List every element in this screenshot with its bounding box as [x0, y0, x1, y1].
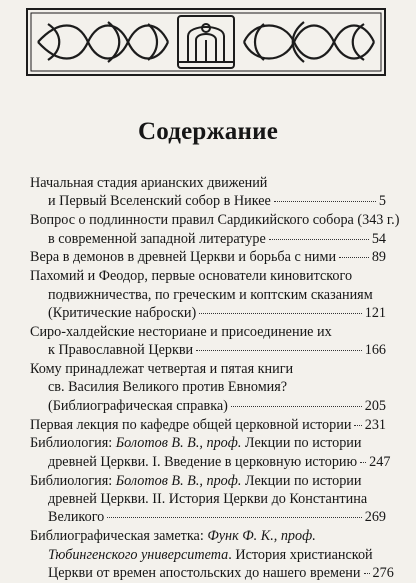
toc-entry-title: Вера в демонов в древней Церкви и борьба с ними: [30, 249, 337, 266]
toc-entry-title: к Православной Церкви: [48, 342, 194, 359]
toc-entry[interactable]: [30, 434, 391, 471]
dot-leader: [364, 573, 370, 574]
dot-leader: [274, 201, 376, 202]
toc-entry-title: в современной западной литературе: [48, 230, 266, 247]
toc-entry-title: Библиографическая заметка:: [30, 528, 208, 545]
toc-entry-title: Кому принадлежат четвертая и пятая книги: [30, 361, 294, 378]
toc-entry-title: древней Церкви. I. Введение в церковную историю: [48, 453, 358, 470]
toc-entry[interactable]: [30, 360, 386, 415]
toc-entry-title: Библиология:: [30, 435, 116, 452]
toc-entry[interactable]: [30, 472, 386, 527]
toc-page-number: 89: [371, 249, 386, 266]
toc-entry-title: Вопрос о подлинности правил Сардикийского собора (343 г.): [30, 212, 400, 229]
toc-entry[interactable]: [30, 527, 394, 582]
toc-page-number: 276: [372, 565, 394, 582]
toc-entry[interactable]: [30, 248, 386, 266]
dot-leader: [231, 406, 362, 407]
header-ornament: [26, 8, 386, 76]
toc-entry-title: Начальная стадия арианских движений: [30, 175, 268, 191]
table-of-contents: [30, 174, 400, 583]
toc-page-number: 166: [364, 342, 386, 359]
toc-entry-title: (Критические наброски): [48, 305, 197, 322]
toc-entry-title: Великого: [48, 509, 105, 526]
toc-entry-title: и Первый Вселенский собор в Никее: [48, 193, 271, 210]
toc-entry-title: Пахомий и Феодор, первые основатели киновитского: [30, 268, 353, 285]
toc-entry-title: Сиро-халдейские несториане и присоединение их: [30, 323, 332, 340]
toc-entry[interactable]: [30, 174, 386, 211]
toc-entry-author: Болотов В. В., проф.: [115, 472, 242, 489]
dot-leader: [196, 350, 362, 351]
toc-page-number: 54: [371, 230, 386, 247]
dot-leader: [269, 239, 369, 240]
toc-entry-title: (Библиографическая справка): [48, 397, 228, 414]
toc-entry-title: Лекции по истории: [241, 472, 362, 489]
toc-entry-author: Болотов В. В., проф.: [115, 435, 242, 452]
dot-leader: [107, 517, 361, 518]
dot-leader: [339, 257, 369, 258]
toc-entry[interactable]: [30, 211, 400, 248]
toc-entry-title: Церкви от времен апостольских до нашего времени: [48, 565, 361, 582]
ornament-pattern-icon: [28, 10, 384, 74]
toc-entry-title: древней Церкви. II. История Церкви до Константина: [48, 491, 368, 508]
toc-entry-title: подвижничества, по греческим и коптским сказаниям: [48, 286, 373, 303]
toc-entry-author: Функ Ф. К., проф.: [207, 528, 316, 545]
toc-entry-title: св. Василия Великого против Евномия?: [48, 379, 288, 396]
toc-page-number: 205: [364, 397, 386, 414]
dot-leader: [354, 425, 361, 426]
page-title: Содержание: [137, 118, 278, 145]
toc-entry-title: . История христианской: [228, 546, 373, 563]
toc-page-number: 5: [378, 193, 386, 210]
toc-entry-author: Тюбингенского университета: [48, 546, 229, 563]
toc-page-number: 269: [364, 509, 386, 526]
toc-entry-title: Первая лекция по кафедре общей церковной истории: [30, 416, 352, 433]
toc-entry-title: Лекции по истории: [241, 435, 362, 452]
toc-page-number: 231: [364, 416, 386, 433]
toc-entry[interactable]: [30, 267, 386, 322]
dot-leader: [360, 462, 366, 463]
toc-page-number: 121: [364, 305, 386, 322]
dot-leader: [199, 313, 361, 314]
toc-entry[interactable]: [30, 323, 386, 360]
toc-page-number: 247: [369, 453, 391, 470]
toc-entry-title: Библиология:: [30, 472, 116, 489]
toc-entry[interactable]: [30, 416, 386, 434]
